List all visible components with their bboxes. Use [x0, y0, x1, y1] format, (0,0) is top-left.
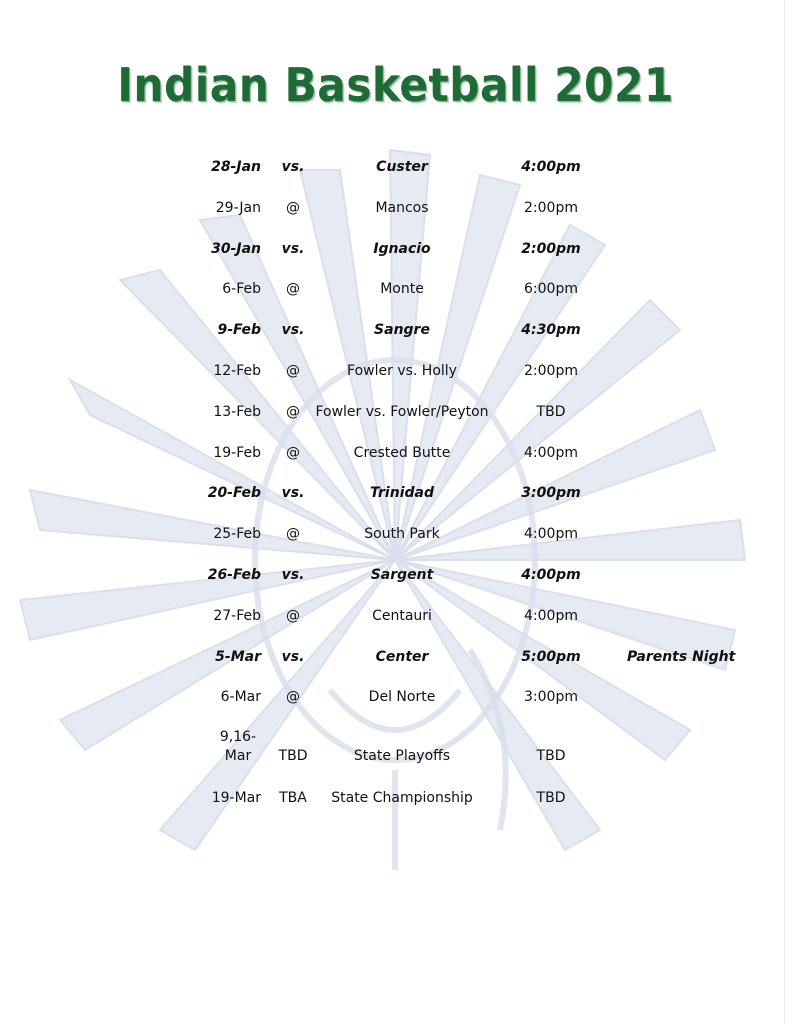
game-row-13: [0, 637, 791, 678]
game-location: TBA: [279, 790, 307, 807]
game-time: 4:00pm: [521, 566, 581, 583]
scan-edge-line: [784, 0, 785, 1024]
game-location: @: [286, 689, 300, 706]
game-opponent: Del Norte: [368, 689, 436, 706]
game-time: 2:00pm: [524, 199, 578, 216]
game-time: 2:00pm: [521, 240, 581, 257]
page-title: Indian Basketball 2021: [117, 58, 674, 112]
game-date: 6-Feb: [222, 281, 261, 298]
game-location: vs.: [281, 648, 305, 665]
game-opponent: South Park: [364, 526, 440, 543]
game-time: 4:00pm: [524, 444, 578, 461]
game-opponent: Centauri: [372, 607, 432, 624]
game-location: TBD: [278, 748, 308, 765]
game-date: 19-Feb: [213, 444, 261, 461]
game-opponent: Crested Butte: [353, 444, 451, 461]
game-date: 6-Mar: [220, 689, 261, 706]
game-row-6: [0, 351, 791, 392]
game-row-8: [0, 433, 791, 474]
game-time: TBD: [536, 748, 566, 765]
game-time: 3:00pm: [521, 485, 581, 502]
game-date: 25-Feb: [213, 526, 261, 543]
game-time: TBD: [536, 403, 566, 420]
game-location: @: [286, 526, 300, 543]
game-date: 13-Feb: [213, 403, 261, 420]
game-time: 4:00pm: [524, 526, 578, 543]
game-note: Parents Night: [627, 648, 736, 665]
game-opponent: State Championship: [331, 790, 473, 807]
game-time: 3:00pm: [524, 689, 578, 706]
game-opponent: Monte: [380, 281, 424, 298]
game-location: @: [286, 362, 300, 379]
game-row-16: [0, 778, 791, 818]
game-row-5: [0, 310, 791, 351]
game-opponent: Sangre: [374, 322, 430, 339]
game-opponent: Mancos: [375, 199, 429, 216]
game-date: 12-Feb: [213, 362, 261, 379]
game-date: 26-Feb: [207, 566, 261, 583]
game-location: @: [286, 281, 300, 298]
game-location: @: [286, 403, 300, 420]
game-opponent: State Playoffs: [353, 748, 451, 765]
game-row-11: [0, 555, 791, 596]
game-opponent: Trinidad: [370, 485, 434, 502]
game-date: 20-Feb: [207, 485, 261, 502]
game-opponent: Center: [375, 648, 429, 665]
game-row-12: [0, 596, 791, 637]
game-row-1: [0, 147, 791, 188]
game-time: 5:00pm: [521, 648, 581, 665]
game-row-9: [0, 473, 791, 514]
game-row-2: [0, 188, 791, 229]
game-date: 9,16- Mar: [219, 729, 257, 765]
game-time: TBD: [536, 790, 566, 807]
game-date: 29-Jan: [215, 199, 261, 216]
game-location: vs.: [281, 485, 305, 502]
game-location: @: [286, 444, 300, 461]
game-date: 5-Mar: [215, 648, 261, 665]
game-opponent: Custer: [376, 159, 428, 175]
game-date: 30-Jan: [211, 240, 261, 257]
game-time: 6:00pm: [524, 281, 578, 298]
game-row-10: [0, 514, 791, 555]
game-time: 4:00pm: [524, 607, 578, 624]
game-date: 9-Feb: [217, 322, 261, 339]
game-date: 28-Jan: [211, 159, 261, 175]
game-location: @: [286, 199, 300, 216]
game-row-14: [0, 677, 791, 718]
game-location: vs.: [281, 159, 305, 175]
game-row-4: [0, 269, 791, 310]
game-row-3: [0, 229, 791, 270]
game-location: vs.: [281, 566, 305, 583]
game-time: 2:00pm: [524, 362, 578, 379]
game-location: @: [286, 607, 300, 624]
game-opponent: Ignacio: [373, 240, 431, 257]
game-opponent: Fowler vs. Fowler/Peyton: [315, 403, 489, 420]
game-time: 4:30pm: [521, 322, 581, 339]
game-date: 19-Mar: [211, 790, 261, 807]
game-opponent: Fowler vs. Holly: [347, 362, 457, 379]
game-row-15: [0, 718, 791, 778]
game-date: 27-Feb: [213, 607, 261, 624]
game-location: vs.: [281, 322, 305, 339]
game-opponent: Sargent: [370, 566, 434, 583]
game-time: 4:00pm: [521, 159, 581, 175]
game-row-7: [0, 392, 791, 433]
schedule-table: [0, 147, 791, 818]
game-location: vs.: [281, 240, 305, 257]
